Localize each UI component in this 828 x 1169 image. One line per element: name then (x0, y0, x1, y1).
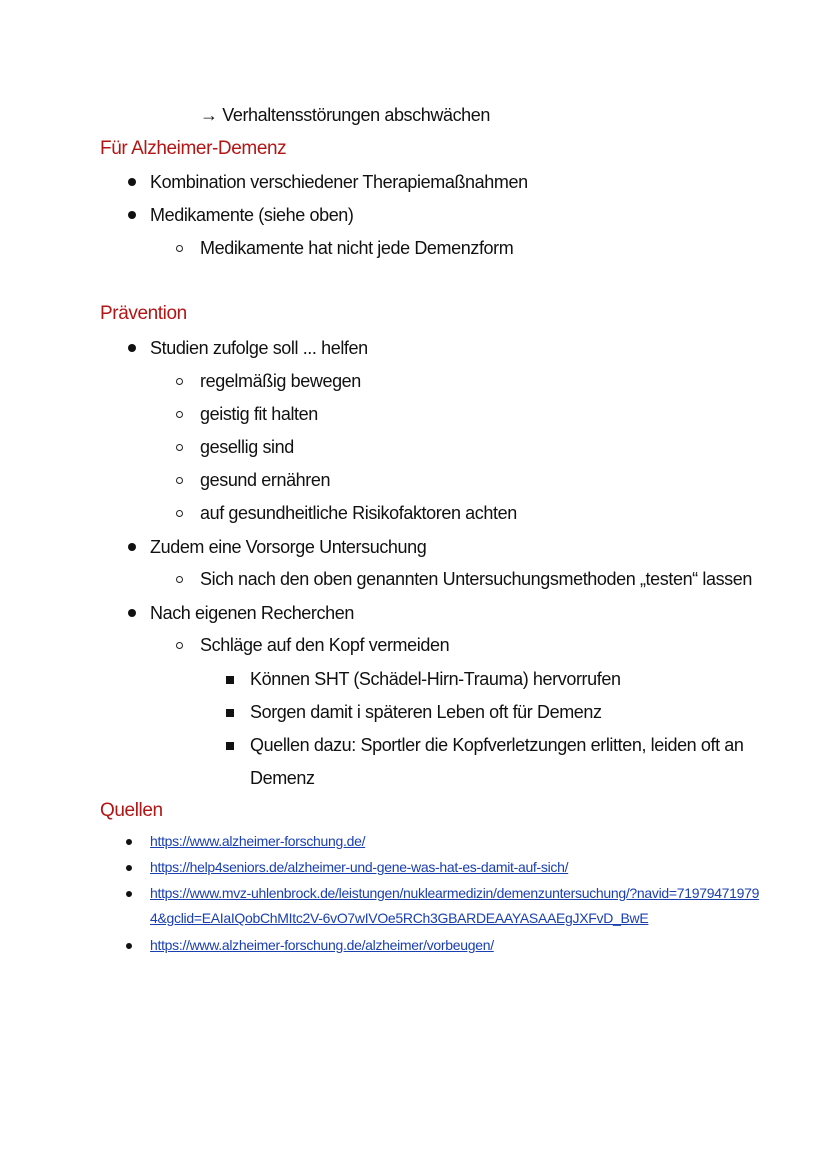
bullet-square (226, 709, 234, 717)
list-item: Medikamente (siehe oben) (150, 205, 354, 225)
bullet-dot (128, 543, 136, 551)
bullet-dot (126, 839, 132, 845)
arrow-line (200, 103, 490, 127)
sub-sub-list-item: Können SHT (Schädel-Hirn-Trauma) hervorrufen (250, 669, 621, 689)
arrow-line-text: Verhaltensstörungen abschwächen (222, 105, 491, 125)
bullet-dot (128, 211, 136, 219)
bullet-circle (176, 245, 183, 252)
source-link[interactable]: https://help4seniors.de/alzheimer-und-gene-was-hat-es-damit-auf-sich/ (150, 859, 569, 875)
sub-list-item: gesund ernähren (200, 470, 331, 490)
bullet-circle (176, 510, 183, 517)
sub-list-item: gesellig sind (200, 437, 294, 457)
source-link[interactable]: https://www.mvz-uhlenbrock.de/leistungen/nuklearmedizin/demenzuntersuchung/?navid=71979471979 (150, 885, 760, 901)
arrow-glyph: → (200, 105, 218, 125)
bullet-square (226, 676, 234, 684)
heading-alzheimer-demenz: Für Alzheimer-Demenz (100, 138, 287, 159)
sub-sub-list-item-continuation: Demenz (250, 768, 315, 788)
sub-sub-list-item: Quellen dazu: Sportler die Kopfverletzungen erlitten, leiden oft an (250, 735, 744, 755)
sub-sub-list-item: Sorgen damit i späteren Leben oft für Demenz (250, 702, 602, 722)
sub-list-item: Medikamente hat nicht jede Demenzform (200, 238, 514, 258)
source-link[interactable]: https://www.alzheimer-forschung.de/ (150, 833, 366, 849)
sub-list-item: geistig fit halten (200, 404, 318, 424)
bullet-dot (128, 609, 136, 617)
heading-praevention: Prävention (100, 303, 187, 324)
bullet-circle (176, 642, 183, 649)
bullet-circle (176, 576, 183, 583)
bullet-circle (176, 378, 183, 385)
bullet-circle (176, 411, 183, 418)
sub-list-item: auf gesundheitliche Risikofaktoren achten (200, 503, 517, 523)
sub-list-item: Schläge auf den Kopf vermeiden (200, 635, 450, 655)
list-item: Nach eigenen Recherchen (150, 603, 354, 623)
bullet-dot (126, 891, 132, 897)
sub-list-item: regelmäßig bewegen (200, 371, 361, 391)
bullet-dot (126, 943, 132, 949)
bullet-circle (176, 477, 183, 484)
list-item: Zudem eine Vorsorge Untersuchung (150, 537, 427, 557)
bullet-dot (128, 344, 136, 352)
list-item: Kombination verschiedener Therapiemaßnahmen (150, 172, 528, 192)
bullet-dot (128, 178, 136, 186)
source-link-continuation[interactable]: 4&gclid=EAIaIQobChMItc2V-6vO7wIVOe5RCh3GBARDEAAYASAAEgJXFvD_BwE (150, 910, 649, 926)
heading-quellen: Quellen (100, 800, 163, 821)
sub-list-item: Sich nach den oben genannten Untersuchungsmethoden „testen“ lassen (200, 569, 752, 589)
bullet-dot (126, 865, 132, 871)
bullet-circle (176, 444, 183, 451)
bullet-square (226, 742, 234, 750)
list-item: Studien zufolge soll ... helfen (150, 338, 368, 358)
source-link[interactable]: https://www.alzheimer-forschung.de/alzheimer/vorbeugen/ (150, 937, 494, 953)
